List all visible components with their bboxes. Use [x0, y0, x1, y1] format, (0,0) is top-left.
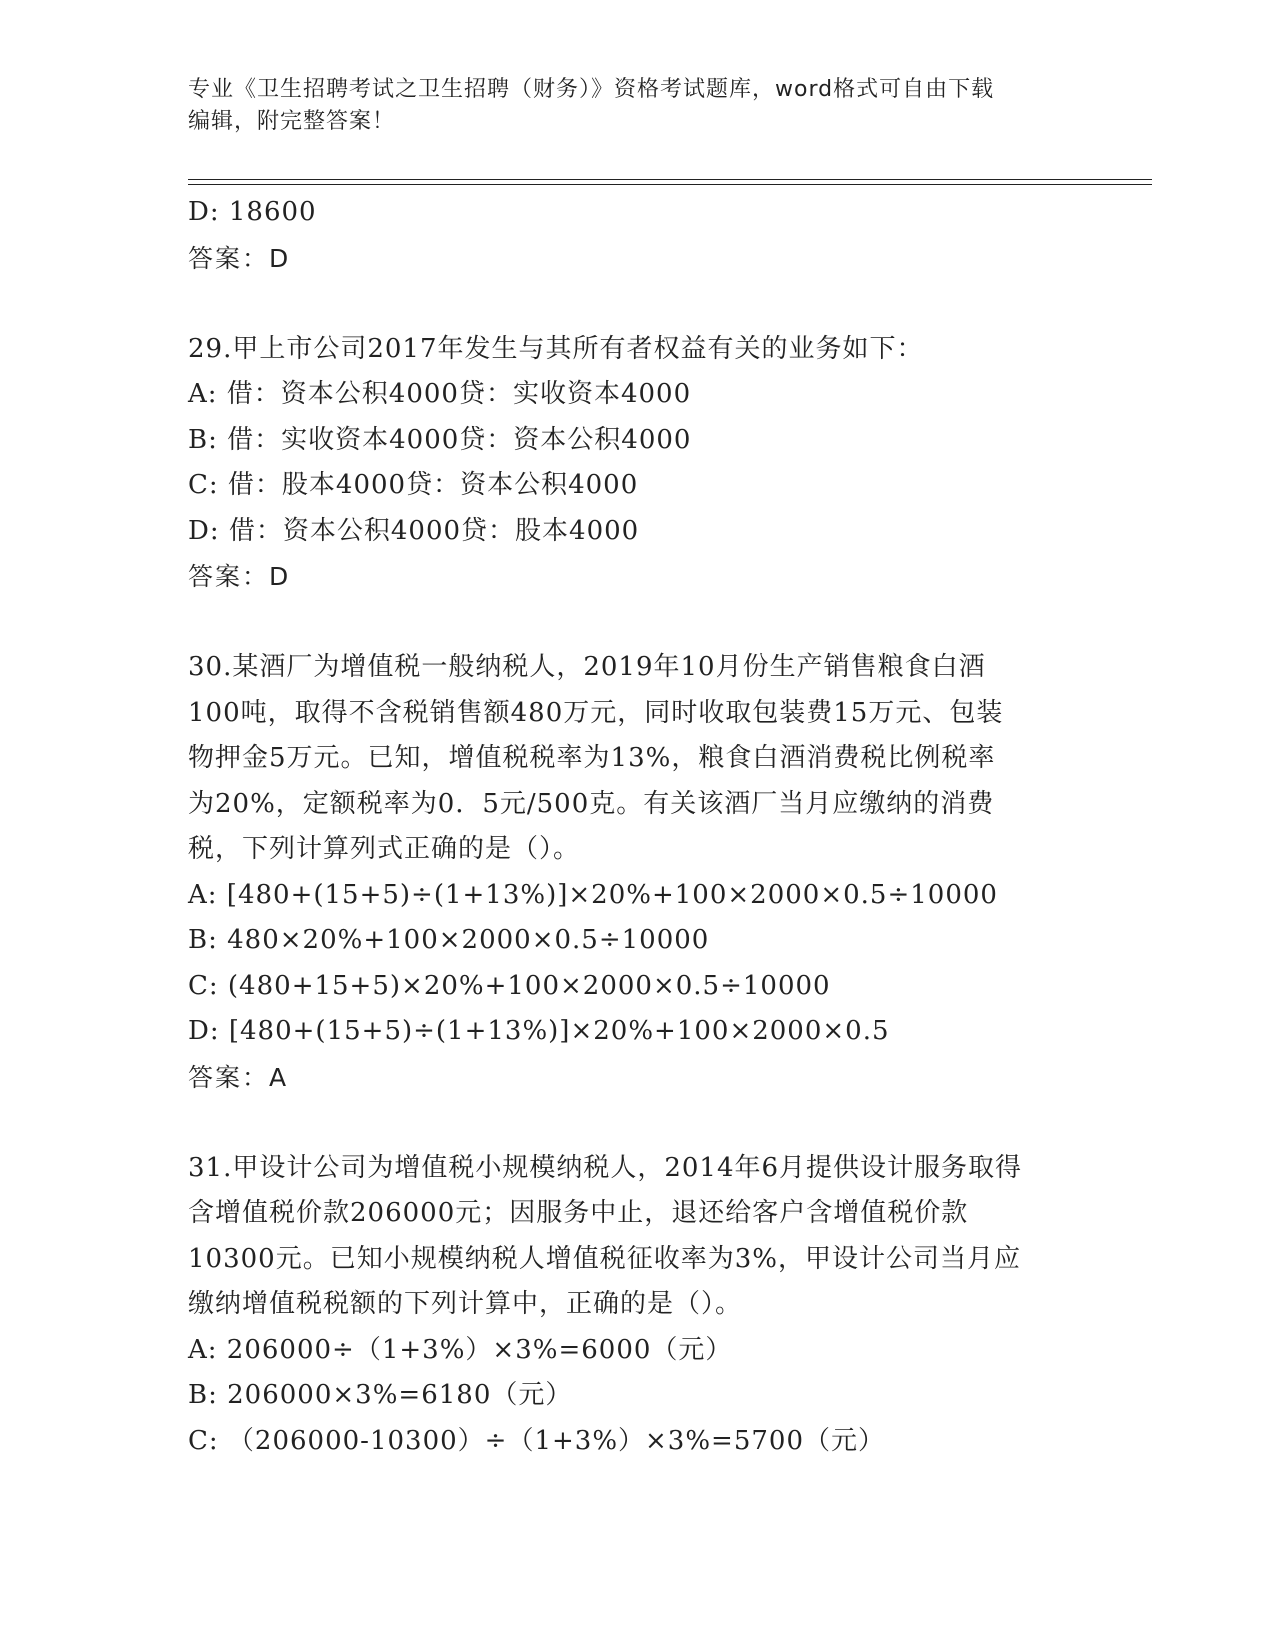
option-b: B: 206000×3%=6180（元）: [188, 1380, 573, 1410]
question-stem-line: 物押金5万元。已知，增值税税率为13%，粮食白酒消费税比例税率: [188, 743, 996, 773]
question-stem-line: 31.甲设计公司为增值税小规模纳税人，2014年6月提供设计服务取得: [188, 1152, 1023, 1183]
spacer: [188, 281, 1088, 327]
spacer: [188, 1100, 1088, 1146]
option-d: D: [480+(15+5)÷(1+13%)]×20%+100×2000×0.5: [188, 1016, 890, 1046]
question-29: [188, 327, 1088, 600]
question-stem-line: 10300元。已知小规模纳税人增值税征收率为3%，甲设计公司当月应: [188, 1243, 1021, 1274]
header-divider-top: [188, 179, 1152, 180]
answer-line: 答案：D: [188, 243, 291, 273]
option-a: A: 借：资本公积4000贷：实收资本4000: [188, 379, 692, 409]
option-d: D: 借：资本公积4000贷：股本4000: [188, 515, 640, 546]
option-d: D: 18600: [188, 197, 317, 227]
question-31: [188, 1146, 1088, 1465]
document-header: [188, 74, 1068, 138]
question-stem-line: 100吨，取得不含税销售额480万元，同时收取包装费15万元、包装: [188, 697, 1004, 728]
header-line-1: 专业《卫生招聘考试之卫生招聘（财务）》资格考试题库，word格式可自由下载: [188, 77, 995, 102]
option-b: B: 480×20%+100×2000×0.5÷10000: [188, 925, 710, 955]
question-30: [188, 645, 1088, 1100]
question-stem-line: 缴纳增值税税额的下列计算中，正确的是（）。: [188, 1289, 743, 1319]
question-stem-line: 为20%，定额税率为0．5元/500克。有关该酒厂当月应缴纳的消费: [188, 788, 995, 819]
option-c: C: (480+15+5)×20%+100×2000×0.5÷10000: [188, 970, 831, 1001]
header-divider-bottom: [188, 184, 1152, 185]
option-a: A: [480+(15+5)÷(1+13%)]×20%+100×2000×0.5÷10000: [188, 879, 998, 910]
option-c: C: （206000-10300）÷（1+3%）×3%=5700（元）: [188, 1425, 886, 1456]
answer-line: 答案：D: [188, 562, 291, 591]
question-stem: 29.甲上市公司2017年发生与其所有者权益有关的业务如下：: [188, 333, 924, 364]
option-c: C: 借：股本4000贷：资本公积4000: [188, 470, 639, 500]
answer-line: 答案：A: [188, 1062, 289, 1092]
spacer: [188, 600, 1088, 646]
question-stem-line: 税，下列计算列式正确的是（）。: [188, 834, 581, 864]
header-line-2: 编辑，附完整答案！: [188, 109, 396, 134]
option-b: B: 借：实收资本4000贷：资本公积4000: [188, 424, 692, 455]
question-stem-line: 含增值税价款206000元；因服务中止，退还给客户含增值税价款: [188, 1198, 969, 1228]
option-a: A: 206000÷（1+3%）×3%=6000（元）: [188, 1334, 733, 1365]
document-body: [188, 190, 1088, 1464]
question-28-tail: [188, 190, 1088, 281]
question-stem-line: 30.某酒厂为增值税一般纳税人，2019年10月份生产销售粮食白酒: [188, 652, 986, 682]
